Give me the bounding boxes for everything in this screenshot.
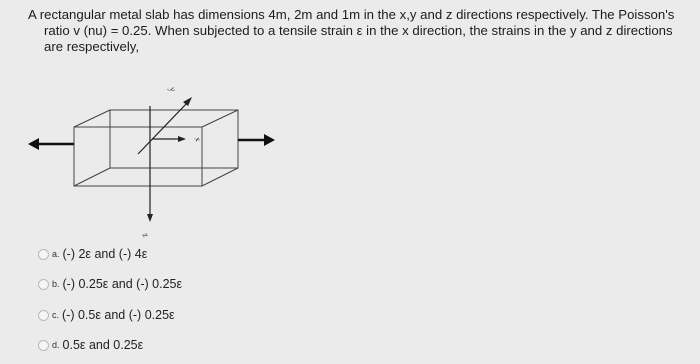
radio-button-c[interactable] [38,310,49,321]
option-a[interactable] [38,247,147,261]
left-load-arrow [28,138,74,150]
question-text [28,7,696,55]
question-line-2: ratio v (nu) = 0.25. When subjected to a tensile strain ε in the x direction, the strains in the y and z directions [44,23,673,38]
option-d-letter: d. [52,340,60,350]
option-b[interactable] [38,277,182,291]
radio-button-b[interactable] [38,279,49,290]
slab-front-face [74,127,202,186]
question-line-3: are respectively, [44,39,140,54]
option-c-text: (-) 0.5ε and (-) 0.25ε [62,308,175,322]
y-axis-label: y [167,84,179,94]
z-axis [147,106,153,222]
radio-button-d[interactable] [38,340,49,351]
option-c[interactable] [38,308,175,322]
right-load-arrow [238,134,275,146]
question-line-1: A rectangular metal slab has dimensions 4m, 2m and 1m in the x,y and z directions respectively. The Poisson's [28,7,675,22]
option-b-text: (-) 0.25ε and (-) 0.25ε [62,277,183,291]
option-d-text: 0.5ε and 0.25ε [62,338,144,352]
option-b-letter: b. [52,279,60,289]
option-d[interactable] [38,338,143,352]
slab-diagram [20,72,300,247]
z-axis-label: z [140,230,152,239]
y-axis [138,97,192,154]
option-a-letter: a. [52,249,60,259]
option-a-text: (-) 2ε and (-) 4ε [62,247,148,261]
x-axis-label: x [192,134,204,144]
x-axis [152,136,186,142]
radio-button-a[interactable] [38,249,49,260]
option-c-letter: c. [52,310,60,320]
